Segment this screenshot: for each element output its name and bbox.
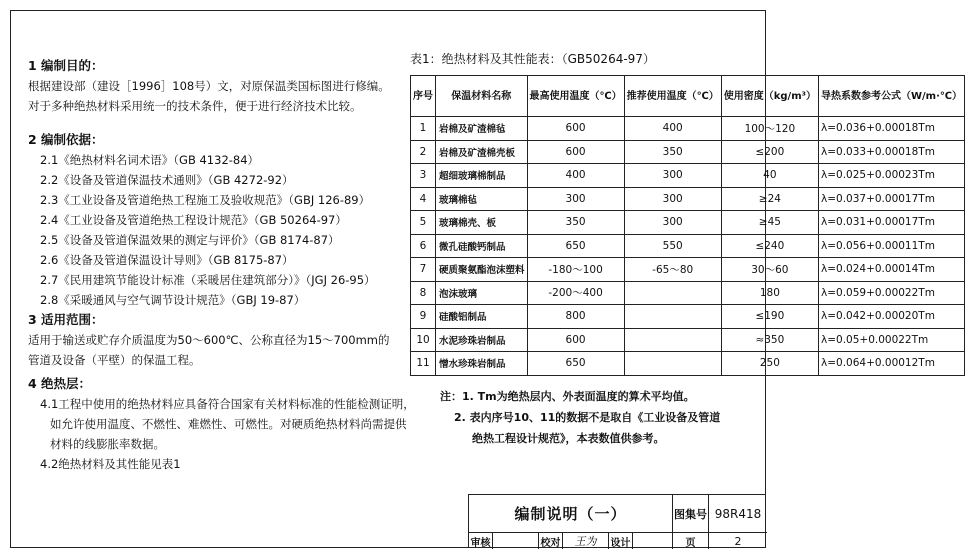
cell-formula: λ=0.042+0.00020Tm — [819, 305, 965, 329]
table-title: 表1：绝热材料及其性能表：（GB50264-97） — [410, 52, 655, 66]
table-row — [411, 305, 965, 329]
cell-index: 3 — [411, 164, 436, 188]
cell-formula: λ=0.033+0.00018Tm — [819, 140, 965, 164]
cell-formula: λ=0.025+0.00023Tm — [819, 164, 965, 188]
section-4-line-3: 材料的线膨胀率数据。 — [50, 437, 165, 451]
cell-density: ≤190 — [721, 305, 818, 329]
cell-material: 憎水珍珠岩制品 — [436, 352, 528, 376]
design-label: 设计 — [609, 533, 633, 549]
table-row — [411, 117, 965, 141]
cell-density: ≥24 — [721, 187, 818, 211]
reference-item: 2.5《设备及管道保温效果的测定与评价》（GB 8174-87） — [40, 233, 340, 247]
cell-material: 超细玻璃棉制品 — [436, 164, 528, 188]
cell-max-temp: 600 — [527, 117, 624, 141]
review-signature — [493, 533, 539, 549]
explanation-text — [28, 56, 415, 474]
header-material: 保温材料名称 — [436, 76, 528, 117]
reference-item: 2.2《设备及管道保温技术通则》（GB 4272-92） — [40, 173, 294, 187]
cell-formula: λ=0.056+0.00011Tm — [819, 234, 965, 258]
header-rec-temp: 推荐使用温度（℃） — [624, 76, 721, 117]
reference-item: 2.4《工业设备及管道绝热工程设计规范》（GB 50264-97） — [40, 213, 347, 227]
page-number: 2 — [734, 534, 742, 548]
cell-rec-temp — [624, 328, 721, 352]
cell-rec-temp — [624, 352, 721, 376]
cell-material: 玻璃棉壳、板 — [436, 211, 528, 235]
cell-max-temp: 300 — [527, 187, 624, 211]
section-2-title: 2 编制依据： — [28, 132, 104, 147]
section-4-line-1: 4.1工程中使用的绝热材料应具备符合国家有关材料标准的性能检测证明， — [40, 397, 415, 411]
sheet-title: 编制说明（一） — [469, 495, 673, 533]
note-1: 注：1. Tm为绝热层内、外表面温度的算术平均值。 — [440, 390, 695, 403]
check-signature: 王为 — [563, 533, 609, 549]
section-3-line-1: 适用于输送或贮存介质温度为50～600℃、公称直径为15～700mm的 — [28, 333, 390, 347]
cell-density: ≤240 — [721, 234, 818, 258]
reference-item: 2.8《采暖通风与空气调节设计规范》（GBJ 19-87） — [40, 293, 306, 307]
cell-formula: λ=0.05+0.00022Tm — [819, 328, 965, 352]
cell-formula: λ=0.031+0.00017Tm — [819, 211, 965, 235]
materials-table — [410, 75, 965, 376]
cell-max-temp: 600 — [527, 328, 624, 352]
cell-rec-temp — [624, 305, 721, 329]
cell-density: 100～120 — [721, 117, 818, 141]
cell-material: 岩棉及矿渣棉壳板 — [436, 140, 528, 164]
cell-max-temp: -200～400 — [527, 281, 624, 305]
table-row — [411, 328, 965, 352]
header-max-temp: 最高使用温度（℃） — [527, 76, 624, 117]
review-label: 审核 — [469, 533, 493, 549]
section-1-line-2: 对于多种绝热材料采用统一的技术条件，便于进行经济技术比较。 — [28, 99, 362, 113]
cell-density: 40 — [721, 164, 818, 188]
header-density: 使用密度（kg/m³） — [721, 76, 818, 117]
cell-index: 10 — [411, 328, 436, 352]
page-label: 页 — [673, 533, 709, 549]
cell-formula: λ=0.024+0.00014Tm — [819, 258, 965, 282]
cell-material: 泡沫玻璃 — [436, 281, 528, 305]
cell-density: ≤200 — [721, 140, 818, 164]
cell-index: 7 — [411, 258, 436, 282]
table-row — [411, 281, 965, 305]
cell-rec-temp: 300 — [624, 211, 721, 235]
table-row — [411, 258, 965, 282]
cell-formula: λ=0.059+0.00022Tm — [819, 281, 965, 305]
cell-rec-temp: -65～80 — [624, 258, 721, 282]
section-1-line-1: 根据建设部（建设［1996］108号）文，对原保温类国标图进行修编。 — [28, 79, 390, 93]
cell-material: 水泥珍珠岩制品 — [436, 328, 528, 352]
title-block — [468, 494, 766, 548]
cell-material: 玻璃棉毡 — [436, 187, 528, 211]
cell-index: 1 — [411, 117, 436, 141]
check-label: 校对 — [539, 533, 563, 549]
signature-row — [469, 533, 767, 549]
cell-rec-temp: 350 — [624, 140, 721, 164]
table-row — [411, 187, 965, 211]
reference-item: 2.3《工业设备及管道绝热工程施工及验收规范》（GBJ 126-89） — [40, 193, 371, 207]
table-row — [411, 211, 965, 235]
cell-material: 硬质聚氨酯泡沫塑料 — [436, 258, 528, 282]
cell-index: 2 — [411, 140, 436, 164]
cell-rec-temp: 300 — [624, 164, 721, 188]
table-header-row — [411, 76, 965, 117]
cell-index: 11 — [411, 352, 436, 376]
table-row — [411, 164, 965, 188]
atlas-number: 98R418 — [709, 495, 767, 533]
cell-max-temp: 400 — [527, 164, 624, 188]
note-2: 2. 表内序号10、11的数据不是取自《工业设备及管道 — [454, 411, 721, 424]
section-1-title: 1 编制目的： — [28, 58, 104, 73]
cell-max-temp: 650 — [527, 352, 624, 376]
header-index: 序号 — [411, 76, 436, 117]
cell-index: 5 — [411, 211, 436, 235]
cell-max-temp: 650 — [527, 234, 624, 258]
reference-item: 2.1《绝热材料名词术语》（GB 4132-84） — [40, 153, 260, 167]
cell-rec-temp: 400 — [624, 117, 721, 141]
cell-rec-temp: 550 — [624, 234, 721, 258]
cell-max-temp: 800 — [527, 305, 624, 329]
cell-material: 岩棉及矿渣棉毡 — [436, 117, 528, 141]
table-row — [411, 234, 965, 258]
cell-formula: λ=0.037+0.00017Tm — [819, 187, 965, 211]
section-4-line-2: 如允许使用温度、不燃性、难燃性、可燃性。对硬质绝热材料尚需提供 — [50, 417, 407, 431]
section-4-title: 4 绝热层： — [28, 376, 92, 391]
cell-index: 6 — [411, 234, 436, 258]
cell-rec-temp — [624, 281, 721, 305]
table-notes — [440, 386, 720, 449]
reference-item: 2.6《设备及管道保温设计导则》（GB 8175-87） — [40, 253, 294, 267]
header-conductivity: 导热系数参考公式（W/m·℃） — [819, 76, 965, 117]
cell-formula: λ=0.064+0.00012Tm — [819, 352, 965, 376]
cell-index: 4 — [411, 187, 436, 211]
cell-density: 250 — [721, 352, 818, 376]
cell-density: 180 — [721, 281, 818, 305]
section-3-title: 3 适用范围： — [28, 312, 104, 327]
design-signature — [633, 533, 673, 549]
table-row — [411, 140, 965, 164]
cell-material: 硅酸铝制品 — [436, 305, 528, 329]
cell-density: 30～60 — [721, 258, 818, 282]
cell-max-temp: 600 — [527, 140, 624, 164]
cell-max-temp: 350 — [527, 211, 624, 235]
atlas-label: 图集号 — [673, 495, 709, 533]
cell-rec-temp: 300 — [624, 187, 721, 211]
section-4-line-4: 4.2绝热材料及其性能见表1 — [40, 457, 181, 471]
reference-item: 2.7《民用建筑节能设计标准（采暖居住建筑部分）》（JGJ 26-95） — [40, 273, 376, 287]
cell-index: 8 — [411, 281, 436, 305]
cell-index: 9 — [411, 305, 436, 329]
cell-max-temp: -180～100 — [527, 258, 624, 282]
materials-table-area — [410, 50, 963, 376]
cell-material: 微孔硅酸钙制品 — [436, 234, 528, 258]
cell-density: ≈350 — [721, 328, 818, 352]
section-3-line-2: 管道及设备（平壁）的保温工程。 — [28, 353, 201, 367]
table-row — [411, 352, 965, 376]
cell-formula: λ=0.036+0.00018Tm — [819, 117, 965, 141]
cell-density: ≥45 — [721, 211, 818, 235]
note-3: 绝热工程设计规范》，本表数值供参考。 — [472, 432, 665, 445]
